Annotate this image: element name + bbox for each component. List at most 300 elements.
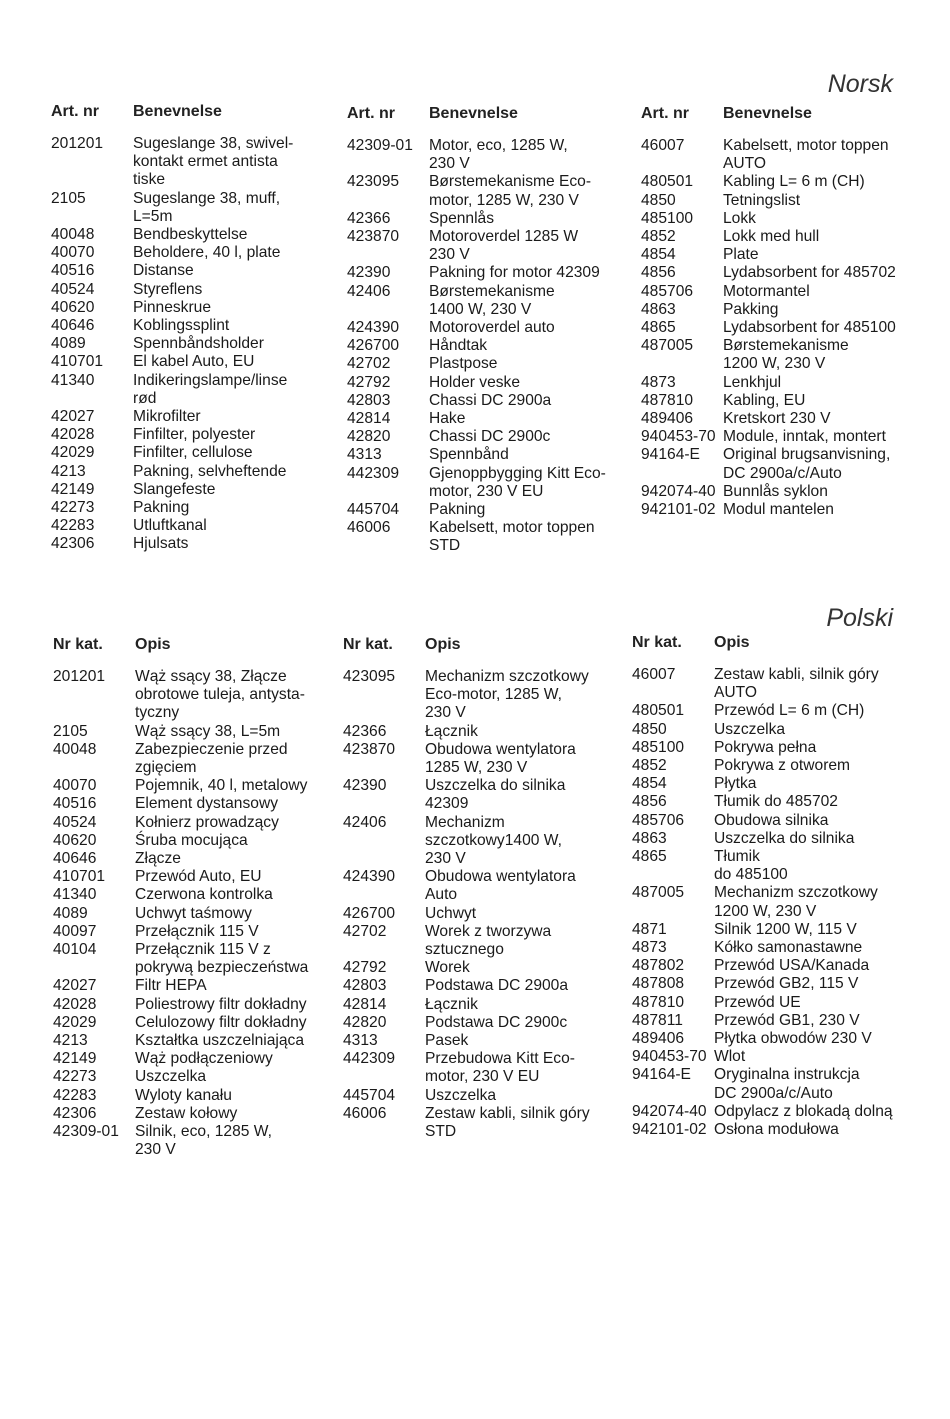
part-number: 487005 xyxy=(641,337,694,355)
part-description: Uszczelka xyxy=(714,720,786,738)
part-row xyxy=(632,884,932,920)
part-description: Wąż ssący 38, L=5m xyxy=(135,722,281,740)
parts-list xyxy=(632,666,932,1139)
part-row xyxy=(347,355,647,373)
part-description: Przewód L= 6 m (CH) xyxy=(714,702,865,720)
part-description: Zestaw kabli, silnik góry AUTO xyxy=(714,666,879,702)
part-description: Kółko samonastawne xyxy=(714,939,863,957)
part-row xyxy=(53,1014,353,1032)
part-description: Hjulsats xyxy=(133,535,189,553)
part-number: 42029 xyxy=(51,444,95,462)
part-description: Kabelsett, motor toppen STD xyxy=(429,519,595,555)
part-description: Element dystansowy xyxy=(135,795,279,813)
part-number: 4856 xyxy=(632,793,667,811)
part-row xyxy=(632,793,932,811)
header-description: Opis xyxy=(714,634,750,651)
part-row xyxy=(641,228,941,246)
part-row xyxy=(641,192,941,210)
part-row xyxy=(347,173,647,209)
part-number: 423095 xyxy=(347,173,400,191)
part-row xyxy=(347,392,647,410)
part-row xyxy=(343,723,643,741)
header-part-number: Nr kat. xyxy=(53,636,103,653)
part-description: Kołnierz prowadzący xyxy=(135,813,279,831)
part-number: 4852 xyxy=(641,228,676,246)
part-number: 40070 xyxy=(51,244,95,262)
part-row xyxy=(641,337,941,373)
part-description: Zabezpieczenie przed zgięciem xyxy=(135,740,288,777)
part-row xyxy=(53,723,353,741)
header-part-number: Art. nr xyxy=(347,105,395,122)
part-description: Podstawa DC 2900c xyxy=(425,1013,568,1031)
part-description: Utluftkanal xyxy=(133,517,207,535)
part-number: 46007 xyxy=(641,137,685,154)
part-number: 42390 xyxy=(347,264,391,282)
part-number: 4213 xyxy=(51,462,86,480)
part-row xyxy=(51,299,351,317)
part-description: Zestaw kołowy xyxy=(135,1104,238,1122)
part-row xyxy=(632,975,932,993)
norsk-column-1 xyxy=(51,103,351,554)
part-row xyxy=(51,408,351,426)
part-number: 42283 xyxy=(53,1086,97,1104)
part-description: Gjenoppbygging Kitt Eco- motor, 230 V EU xyxy=(429,464,606,500)
part-number: 42309-01 xyxy=(347,137,413,154)
part-number: 487802 xyxy=(632,957,685,975)
part-row xyxy=(347,374,647,392)
part-description: Przełącznik 115 V z pokrywą bezpieczeństwa xyxy=(135,941,309,977)
part-row xyxy=(632,1066,932,1102)
part-row xyxy=(343,777,643,813)
part-row xyxy=(53,868,353,886)
part-description: Łącznik xyxy=(425,995,478,1013)
part-number: 4854 xyxy=(632,775,667,793)
part-description: Obudowa silnika xyxy=(714,811,829,829)
polski-column-3 xyxy=(632,634,932,1139)
part-number: 40524 xyxy=(53,813,97,831)
part-number: 42273 xyxy=(51,499,95,517)
part-description: Worek xyxy=(425,959,470,977)
column-header xyxy=(343,636,643,656)
part-description: Beholdere, 40 l, plate xyxy=(133,244,281,262)
part-row xyxy=(51,226,351,244)
part-row xyxy=(347,210,647,228)
part-description: Uszczelka xyxy=(425,1086,497,1104)
header-part-number: Nr kat. xyxy=(632,634,682,651)
part-number: 40097 xyxy=(53,922,97,940)
part-row xyxy=(343,1087,643,1105)
part-row xyxy=(51,426,351,444)
part-number: 4850 xyxy=(641,191,676,209)
part-description: Wąż ssący 38, Złącze obrotowe tuleja, antysta- tyczny xyxy=(135,668,305,722)
part-number: 942074-40 xyxy=(632,1102,707,1120)
part-description: Håndtak xyxy=(429,337,488,355)
part-number: 485706 xyxy=(632,811,685,829)
part-description: Børstemekanisme 1400 W, 230 V xyxy=(429,282,555,318)
part-number: 42149 xyxy=(51,480,95,498)
part-number: 4873 xyxy=(632,939,667,957)
part-description: Śruba mocująca xyxy=(135,831,248,849)
part-number: 40516 xyxy=(51,262,95,280)
part-row xyxy=(347,446,647,464)
part-number: 485706 xyxy=(641,282,694,300)
part-row xyxy=(343,959,643,977)
column-header xyxy=(641,105,941,125)
part-number: 445704 xyxy=(347,501,400,519)
column-header xyxy=(347,105,647,125)
part-row xyxy=(347,264,647,282)
part-description: Kształtka uszczelniająca xyxy=(135,1032,305,1050)
part-row xyxy=(641,173,941,191)
header-description: Benevnelse xyxy=(429,105,518,122)
part-row xyxy=(632,1121,932,1139)
part-row xyxy=(343,868,643,904)
part-description: Przebudowa Kitt Eco- motor, 230 V EU xyxy=(425,1050,575,1086)
part-description: Spennbåndsholder xyxy=(133,335,264,353)
part-number: 42366 xyxy=(343,722,387,740)
part-description: Modul mantelen xyxy=(723,501,834,519)
part-row xyxy=(343,1050,643,1086)
part-row xyxy=(53,1087,353,1105)
part-row xyxy=(641,428,941,446)
part-number: 46007 xyxy=(632,666,676,683)
section-title-norsk: Norsk xyxy=(827,70,893,98)
part-description: Chassi DC 2900a xyxy=(429,391,552,409)
part-row xyxy=(343,1105,643,1141)
part-number: 4089 xyxy=(51,335,86,353)
part-row xyxy=(51,244,351,262)
part-description: Wąż podłączeniowy xyxy=(135,1050,273,1068)
part-description: Lydabsorbent for 485702 xyxy=(723,264,896,282)
part-row xyxy=(347,228,647,264)
part-number: 42702 xyxy=(347,355,391,373)
part-row xyxy=(641,410,941,428)
part-row xyxy=(641,392,941,410)
part-number: 4863 xyxy=(641,300,676,318)
part-description: Pakning, selvheftende xyxy=(133,462,287,480)
part-row xyxy=(641,210,941,228)
part-description: Plate xyxy=(723,246,759,264)
part-number: 487810 xyxy=(641,391,694,409)
part-number: 485100 xyxy=(632,738,685,756)
part-row xyxy=(53,814,353,832)
part-row xyxy=(632,921,932,939)
part-row xyxy=(51,335,351,353)
part-number: 40048 xyxy=(51,226,95,244)
part-row xyxy=(51,135,351,190)
parts-list xyxy=(343,668,643,1141)
part-number: 487808 xyxy=(632,975,685,993)
part-description: Original brugsanvisning, DC 2900a/c/Auto xyxy=(723,446,891,482)
part-number: 42149 xyxy=(53,1050,97,1068)
part-row xyxy=(632,1048,932,1066)
part-number: 942101-02 xyxy=(632,1121,707,1139)
part-number: 42814 xyxy=(343,995,387,1013)
part-description: Motoroverdel 1285 W 230 V xyxy=(429,228,579,264)
part-description: Tetningslist xyxy=(723,191,801,209)
part-description: Holder veske xyxy=(429,373,521,391)
part-row xyxy=(53,1050,353,1068)
part-number: 42406 xyxy=(347,282,391,300)
part-description: Lokk med hull xyxy=(723,228,820,246)
parts-list xyxy=(641,137,941,519)
part-row xyxy=(632,848,932,884)
part-row xyxy=(51,372,351,408)
part-description: Uchwyt taśmowy xyxy=(135,904,252,922)
part-row xyxy=(632,994,932,1012)
part-number: 40620 xyxy=(53,831,97,849)
part-description: Silnik, eco, 1285 W, 230 V xyxy=(135,1123,272,1159)
part-row xyxy=(53,905,353,923)
part-description: Sugeslange 38, muff, L=5m xyxy=(133,189,281,225)
part-number: 942074-40 xyxy=(641,482,716,500)
part-number: 41340 xyxy=(51,371,95,389)
parts-list xyxy=(347,137,647,556)
part-row xyxy=(347,501,647,519)
part-row xyxy=(641,246,941,264)
part-number: 94164-E xyxy=(641,446,700,464)
part-row xyxy=(53,996,353,1014)
part-number: 42390 xyxy=(343,777,387,795)
part-row xyxy=(641,319,941,337)
part-row xyxy=(53,1032,353,1050)
part-row xyxy=(347,137,647,173)
part-row xyxy=(347,337,647,355)
header-description: Opis xyxy=(135,636,171,653)
part-number: 489406 xyxy=(632,1030,685,1048)
part-number: 40516 xyxy=(53,795,97,813)
part-number: 4850 xyxy=(632,720,667,738)
part-number: 4873 xyxy=(641,373,676,391)
part-description: Motoroverdel auto xyxy=(429,319,555,337)
part-row xyxy=(632,939,932,957)
part-row xyxy=(343,923,643,959)
header-description: Benevnelse xyxy=(723,105,812,122)
part-row xyxy=(632,702,932,720)
part-description: Mechanizm szczotkowy Eco-motor, 1285 W, 230 V xyxy=(425,668,589,722)
part-description: Børstemekanisme Eco- motor, 1285 W, 230 V xyxy=(429,173,592,209)
part-number: 4865 xyxy=(632,848,667,866)
part-number: 4865 xyxy=(641,319,676,337)
part-number: 2105 xyxy=(53,722,88,740)
part-description: Uchwyt xyxy=(425,904,477,922)
part-row xyxy=(51,317,351,335)
part-number: 42309-01 xyxy=(53,1123,119,1141)
part-number: 940453-70 xyxy=(641,428,716,446)
section-title-polski: Polski xyxy=(826,604,893,632)
part-row xyxy=(343,668,643,723)
part-description: Przewód USA/Kanada xyxy=(714,957,870,975)
part-number: 487005 xyxy=(632,884,685,902)
part-row xyxy=(641,283,941,301)
part-number: 424390 xyxy=(343,868,396,886)
part-number: 40620 xyxy=(51,298,95,316)
part-description: Lydabsorbent for 485100 xyxy=(723,319,896,337)
part-row xyxy=(632,957,932,975)
part-number: 201201 xyxy=(53,668,106,685)
part-description: Przewód Auto, EU xyxy=(135,868,262,886)
part-description: Chassi DC 2900c xyxy=(429,428,551,446)
part-row xyxy=(343,996,643,1014)
part-row xyxy=(632,757,932,775)
part-description: Pakning for motor 42309 xyxy=(429,264,600,282)
part-number: 42027 xyxy=(53,977,97,995)
norsk-column-2 xyxy=(347,105,647,556)
part-row xyxy=(641,137,941,173)
part-number: 423870 xyxy=(343,740,396,758)
part-description: Obudowa wentylatora Auto xyxy=(425,868,576,904)
part-number: 940453-70 xyxy=(632,1048,707,1066)
part-description: Lokk xyxy=(723,209,756,227)
part-description: Kabling L= 6 m (CH) xyxy=(723,173,865,191)
part-description: Płytka xyxy=(714,775,757,793)
part-row xyxy=(641,483,941,501)
part-description: Pakning xyxy=(133,499,190,517)
part-description: Koblingssplint xyxy=(133,317,230,335)
part-description: Kabling, EU xyxy=(723,391,806,409)
part-description: Distanse xyxy=(133,262,194,280)
part-number: 42273 xyxy=(53,1068,97,1086)
part-description: Mechanizm szczotkowy 1200 W, 230 V xyxy=(714,884,878,920)
part-number: 42366 xyxy=(347,209,391,227)
part-number: 94164-E xyxy=(632,1066,691,1084)
part-row xyxy=(632,830,932,848)
part-description: Przewód UE xyxy=(714,993,801,1011)
part-description: Styreflens xyxy=(133,280,203,298)
part-description: Czerwona kontrolka xyxy=(135,886,273,904)
part-description: Złącze xyxy=(135,850,181,868)
part-number: 42820 xyxy=(343,1013,387,1031)
part-number: 42028 xyxy=(53,995,97,1013)
parts-list xyxy=(53,668,353,1159)
part-row xyxy=(53,668,353,723)
part-row xyxy=(632,812,932,830)
part-number: 42029 xyxy=(53,1013,97,1031)
part-number: 4856 xyxy=(641,264,676,282)
column-header xyxy=(51,103,351,123)
part-description: Sugeslange 38, swivel- kontakt ermet antista tiske xyxy=(133,135,294,189)
part-number: 42814 xyxy=(347,410,391,428)
part-number: 442309 xyxy=(343,1050,396,1068)
part-row xyxy=(632,775,932,793)
part-row xyxy=(641,374,941,392)
part-row xyxy=(632,739,932,757)
part-row xyxy=(347,519,647,555)
part-description: Pasek xyxy=(425,1032,469,1050)
part-number: 42406 xyxy=(343,813,387,831)
part-description: Odpylacz z blokadą dolną xyxy=(714,1102,893,1120)
part-number: 42803 xyxy=(347,391,391,409)
part-row xyxy=(53,795,353,813)
part-number: 410701 xyxy=(53,868,106,886)
part-description: Wlot xyxy=(714,1048,746,1066)
part-row xyxy=(343,1014,643,1032)
part-description: Tłumik do 485702 xyxy=(714,793,838,811)
part-number: 40104 xyxy=(53,941,97,959)
part-number: 42028 xyxy=(51,426,95,444)
part-row xyxy=(347,465,647,501)
part-number: 42027 xyxy=(51,408,95,426)
part-number: 40646 xyxy=(51,317,95,335)
part-number: 41340 xyxy=(53,886,97,904)
part-description: El kabel Auto, EU xyxy=(133,353,255,371)
column-header xyxy=(53,636,353,656)
part-number: 46006 xyxy=(347,519,391,537)
header-part-number: Art. nr xyxy=(641,105,689,122)
part-number: 487810 xyxy=(632,993,685,1011)
part-description: Worek z tworzywa sztucznego xyxy=(425,922,552,959)
part-number: 42283 xyxy=(51,517,95,535)
header-part-number: Art. nr xyxy=(51,103,99,120)
part-row xyxy=(632,666,932,702)
part-row xyxy=(343,741,643,777)
part-number: 201201 xyxy=(51,135,104,152)
part-row xyxy=(632,721,932,739)
part-row xyxy=(343,814,643,869)
polski-column-1 xyxy=(53,636,353,1159)
part-number: 410701 xyxy=(51,353,104,371)
header-description: Benevnelse xyxy=(133,103,222,120)
part-description: Mikrofilter xyxy=(133,408,201,426)
part-description: Indikeringslampe/linse rød xyxy=(133,371,288,407)
part-description: Przewód GB1, 230 V xyxy=(714,1011,860,1029)
part-row xyxy=(53,1105,353,1123)
part-row xyxy=(632,1030,932,1048)
part-description: Obudowa wentylatora 1285 W, 230 V xyxy=(425,740,576,777)
part-row xyxy=(53,977,353,995)
part-number: 480501 xyxy=(641,173,694,191)
part-number: 424390 xyxy=(347,319,400,337)
part-row xyxy=(53,1123,353,1159)
part-description: Pakking xyxy=(723,300,779,318)
part-row xyxy=(53,923,353,941)
part-row xyxy=(347,428,647,446)
part-number: 4213 xyxy=(53,1032,88,1050)
part-row xyxy=(641,264,941,282)
part-description: Oryginalna instrukcja DC 2900a/c/Auto xyxy=(714,1066,860,1102)
part-description: Uszczelka xyxy=(135,1068,207,1086)
part-row xyxy=(53,941,353,977)
part-number: 487811 xyxy=(632,1011,683,1029)
part-description: Podstawa DC 2900a xyxy=(425,977,569,995)
part-description: Bendbeskyttelse xyxy=(133,226,248,244)
header-part-number: Nr kat. xyxy=(343,636,393,653)
part-row xyxy=(53,1068,353,1086)
part-row xyxy=(51,190,351,226)
part-row xyxy=(347,319,647,337)
part-description: Przełącznik 115 V xyxy=(135,922,259,940)
part-description: Uszczelka do silnika xyxy=(714,829,855,847)
part-description: Motormantel xyxy=(723,282,810,300)
part-description: Plastpose xyxy=(429,355,498,373)
part-number: 42306 xyxy=(51,535,95,553)
part-number: 40646 xyxy=(53,850,97,868)
part-description: Uszczelka do silnika 42309 xyxy=(425,777,566,813)
part-description: Spennbånd xyxy=(429,446,509,464)
part-number: 445704 xyxy=(343,1086,396,1104)
part-row xyxy=(51,499,351,517)
column-header xyxy=(632,634,932,654)
part-row xyxy=(53,832,353,850)
part-number: 4871 xyxy=(632,920,667,938)
part-number: 426700 xyxy=(347,337,400,355)
part-number: 489406 xyxy=(641,410,694,428)
part-description: Poliestrowy filtr dokładny xyxy=(135,995,307,1013)
part-description: Pokrywa pełna xyxy=(714,738,817,756)
part-description: Lenkhjul xyxy=(723,373,782,391)
part-number: 40048 xyxy=(53,740,97,758)
part-description: Slangefeste xyxy=(133,480,216,498)
